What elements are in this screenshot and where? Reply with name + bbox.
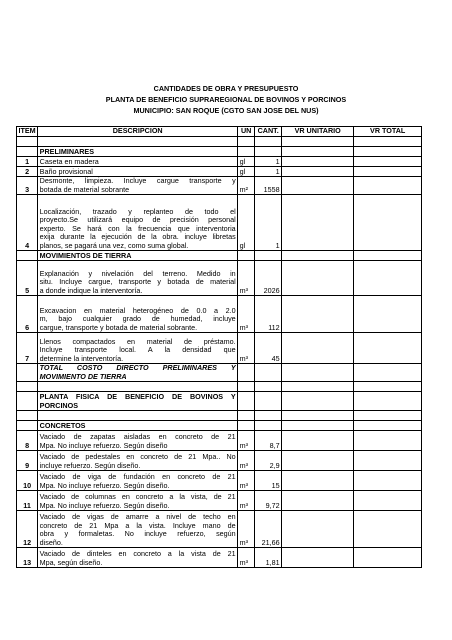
cell-un: m³ [238, 296, 255, 333]
cell-vr-unitario [282, 251, 354, 261]
cell-vr-total [354, 471, 422, 491]
description-line: incluye refuerzo. Según diseño. [39, 460, 141, 470]
cell-item [17, 382, 38, 392]
description-line: MOVIMIENTOS DE TIERRA [39, 250, 132, 260]
header-vr-total: VR TOTAL [354, 127, 422, 137]
cell-item: 10 [17, 471, 38, 491]
description-line: situ. Incluye cargue, transporte y botada de material [39, 277, 236, 287]
cell-cant [255, 364, 282, 382]
cell-vr-total [354, 147, 422, 157]
cell-vr-unitario [282, 157, 354, 167]
cell-vr-unitario [282, 333, 354, 364]
cell-cant: 1 [255, 195, 282, 251]
table-row-blank [17, 411, 422, 421]
cell-vr-unitario [282, 431, 354, 451]
table-row [17, 167, 422, 177]
cell-un [238, 137, 255, 147]
cell-un: m³ [238, 511, 255, 548]
cell-vr-total [354, 411, 422, 421]
cell-descripcion [38, 296, 238, 333]
cell-vr-unitario [282, 137, 354, 147]
description-line: Vaciado de columnas en concreto a la vista, de 21 [39, 492, 236, 502]
cell-descripcion [38, 157, 238, 167]
table-row [17, 333, 422, 364]
cell-vr-total [354, 421, 422, 431]
cell-item: 5 [17, 261, 38, 296]
description-line: Vaciado de zapatas aisladas en concreto de 21 [39, 432, 236, 442]
cell-cant: 1558 [255, 177, 282, 195]
cell-vr-total [354, 491, 422, 511]
cell-item [17, 364, 38, 382]
description-line: Excavacion en material heterogéneo de 0.0 a 2.0 [39, 305, 236, 315]
cell-vr-total [354, 137, 422, 147]
cell-descripcion [38, 451, 238, 471]
cell-vr-unitario [282, 392, 354, 411]
table-row [17, 548, 422, 568]
cell-descripcion [38, 421, 238, 431]
cell-vr-total [354, 511, 422, 548]
description-line: PRELIMINARES [39, 146, 94, 156]
table-row [17, 296, 422, 333]
cell-vr-unitario [282, 261, 354, 296]
cell-vr-unitario [282, 451, 354, 471]
cell-item [17, 411, 38, 421]
cell-vr-total [354, 364, 422, 382]
table-row [17, 471, 422, 491]
description-line: Vaciado de viga de fundación en concreto de 21 [39, 472, 236, 482]
cell-cant [255, 137, 282, 147]
description-line: Explanación y nivelación del terreno. Medido in [39, 268, 236, 278]
cell-item [17, 392, 38, 411]
cell-item: 2 [17, 167, 38, 177]
cell-vr-unitario [282, 491, 354, 511]
cell-cant [255, 251, 282, 261]
description-line: Mpa. No incluye refuerzo. Según diseño. [39, 480, 170, 490]
table-row-section [17, 392, 422, 411]
cell-cant: 45 [255, 333, 282, 364]
cell-vr-unitario [282, 364, 354, 382]
table-row-total [17, 364, 422, 382]
description-line: PLANTA FISICA DE BENEFICIO DE BOVINOS Y [39, 392, 236, 402]
cell-un [238, 392, 255, 411]
cell-cant [255, 147, 282, 157]
cell-item: 6 [17, 296, 38, 333]
cell-vr-unitario [282, 167, 354, 177]
cell-cant: 21,66 [255, 511, 282, 548]
cell-descripcion [38, 195, 238, 251]
cell-item: 3 [17, 177, 38, 195]
cell-descripcion [38, 431, 238, 451]
cell-vr-unitario [282, 471, 354, 491]
cell-cant: 15 [255, 471, 282, 491]
cell-cant: 2026 [255, 261, 282, 296]
cell-vr-unitario [282, 296, 354, 333]
cell-cant: 9,72 [255, 491, 282, 511]
table-row-section [17, 147, 422, 157]
cell-vr-total [354, 261, 422, 296]
title-line-2: PLANTA DE BENEFICIO SUPRAREGIONAL DE BOVINOS Y PORCINOS [105, 95, 347, 104]
cell-cant: 112 [255, 296, 282, 333]
cell-un: gl [238, 157, 255, 167]
description-line: CONCRETOS [39, 420, 86, 430]
table-row [17, 195, 422, 251]
description-line: TOTAL COSTO DIRECTO PRELIMINARES Y [39, 363, 236, 373]
cell-vr-unitario [282, 511, 354, 548]
description-line: Mpa. No incluye refuerzo. Según diseño. [39, 500, 170, 510]
description-line: determine la interventoría. [39, 353, 124, 363]
cell-item: 11 [17, 491, 38, 511]
cell-cant [255, 411, 282, 421]
cell-descripcion [38, 364, 238, 382]
cell-item [17, 147, 38, 157]
table-row-blank [17, 382, 422, 392]
cell-vr-unitario [282, 177, 354, 195]
table-header-row [17, 127, 422, 137]
cell-vr-unitario [282, 421, 354, 431]
header-un: UN [238, 127, 255, 137]
cell-vr-total [354, 251, 422, 261]
cell-un: m³ [238, 451, 255, 471]
cell-un: m³ [238, 333, 255, 364]
cell-item: 9 [17, 451, 38, 471]
cell-descripcion [38, 471, 238, 491]
cell-vr-total [354, 392, 422, 411]
description-line: PORCINOS [39, 400, 79, 410]
cell-cant: 1 [255, 157, 282, 167]
header-vr-unitario: VR UNITARIO [282, 127, 354, 137]
table-row [17, 451, 422, 471]
cell-cant [255, 392, 282, 411]
cell-vr-unitario [282, 548, 354, 568]
cell-cant: 1 [255, 167, 282, 177]
cell-vr-total [354, 177, 422, 195]
description-line: Mpa. No incluye refuerzo. Según diseño [39, 440, 168, 450]
cell-un: m³ [238, 548, 255, 568]
cell-item: 12 [17, 511, 38, 548]
title-line-3: MUNICIPIO: SAN ROQUE (CGTO SAN JOSE DEL NUS) [133, 106, 319, 115]
description-line: Baño provisional [39, 166, 93, 176]
cell-un: m² [238, 177, 255, 195]
description-line: Vaciado de dinteles en concreto a la vista de 21 [39, 549, 236, 559]
cell-un: m³ [238, 431, 255, 451]
cell-descripcion [38, 382, 238, 392]
title-line-1: CANTIDADES DE OBRA Y PRESUPUESTO [153, 84, 299, 93]
cell-un [238, 251, 255, 261]
cell-cant: 8,7 [255, 431, 282, 451]
table-row [17, 177, 422, 195]
table-row-section [17, 421, 422, 431]
cell-vr-total [354, 167, 422, 177]
cell-vr-unitario [282, 382, 354, 392]
cell-un: gl [238, 167, 255, 177]
cell-un: m³ [238, 261, 255, 296]
cell-vr-total [354, 548, 422, 568]
description-line: MOVIMIENTO DE TIERRA [39, 371, 127, 381]
cell-item: 8 [17, 431, 38, 451]
description-line: Incluye transporte local. A la densidad que [39, 345, 236, 355]
description-line: Desmonte, limpieza. Incluye cargue transporte y [39, 176, 236, 186]
cell-descripcion [38, 137, 238, 147]
cell-un: m³ [238, 491, 255, 511]
table-row [17, 511, 422, 548]
cell-vr-total [354, 333, 422, 364]
header-item: ITEM [18, 126, 36, 136]
table-row-section [17, 251, 422, 261]
cell-vr-unitario [282, 411, 354, 421]
description-line: Caseta en madera [39, 156, 99, 166]
cell-cant [255, 421, 282, 431]
cell-descripcion [38, 147, 238, 157]
cell-descripcion [38, 177, 238, 195]
cell-cant: 1,81 [255, 548, 282, 568]
table-row [17, 491, 422, 511]
cell-vr-total [354, 296, 422, 333]
cell-descripcion [38, 333, 238, 364]
header-descripcion: DESCRIPCION [38, 127, 238, 137]
cell-item: 1 [17, 157, 38, 167]
cell-cant [255, 382, 282, 392]
description-line: Llenos compactados en material de préstamo. [39, 336, 236, 346]
cell-un [238, 147, 255, 157]
cell-vr-total [354, 382, 422, 392]
cell-un [238, 411, 255, 421]
cell-vr-total [354, 195, 422, 251]
description-line: diseño. [39, 537, 63, 547]
header-cant: CANT. [255, 127, 282, 137]
description-line: cargue, transporte y botada de material sobrante. [39, 322, 198, 332]
cell-item [17, 137, 38, 147]
cell-item: 4 [17, 195, 38, 251]
table-row [17, 157, 422, 167]
cell-vr-unitario [282, 147, 354, 157]
description-line: obra y formaletas. No incluye refuerzo, según [39, 529, 236, 539]
cell-descripcion [38, 548, 238, 568]
cell-item: 13 [17, 548, 38, 568]
description-line: Localización, trazado y replanteo de todo el [39, 206, 236, 216]
description-line: Vaciado de pedestales en concreto de 21 Mpa.. No [39, 452, 236, 462]
description-line: planos, se pagará una vez, como suma global. [39, 240, 189, 250]
cell-vr-total [354, 451, 422, 471]
cell-un: gl [238, 195, 255, 251]
cell-descripcion [38, 491, 238, 511]
cell-un [238, 364, 255, 382]
table-row [17, 261, 422, 296]
cell-item [17, 251, 38, 261]
description-line: Mpa, según diseño. [39, 557, 103, 567]
budget-table [16, 126, 422, 568]
description-line: experto. Se hará con la frecuencia que interventoria [39, 223, 236, 233]
cell-un [238, 421, 255, 431]
cell-descripcion [38, 511, 238, 548]
table-row-blank [17, 137, 422, 147]
cell-descripcion [38, 251, 238, 261]
cell-descripcion [38, 167, 238, 177]
description-line: botada de material sobrante [39, 184, 130, 194]
cell-un [238, 382, 255, 392]
cell-cant: 2,9 [255, 451, 282, 471]
cell-descripcion [38, 411, 238, 421]
cell-vr-total [354, 431, 422, 451]
cell-vr-total [354, 157, 422, 167]
description-line: proyecto.Se utilizará equipo de precisión personal [39, 215, 236, 225]
description-line: Vaciado de vigas de amarre a nivel de techo en [39, 512, 236, 522]
description-line: a donde indique la interventoría. [39, 285, 143, 295]
table-row [17, 431, 422, 451]
description-line: m, bajo cualquier grado de humedad, incluye [39, 314, 236, 324]
cell-descripcion [38, 392, 238, 411]
cell-item [17, 421, 38, 431]
description-line: concreto de 21 Mpa a la vista. Incluye mano de [39, 520, 236, 530]
cell-descripcion [38, 261, 238, 296]
cell-un: m³ [238, 471, 255, 491]
cell-item: 7 [17, 333, 38, 364]
cell-vr-unitario [282, 195, 354, 251]
document-title-block [0, 83, 452, 116]
description-line: exija durante la ejecución de la obra. incluye libretas [39, 232, 236, 242]
